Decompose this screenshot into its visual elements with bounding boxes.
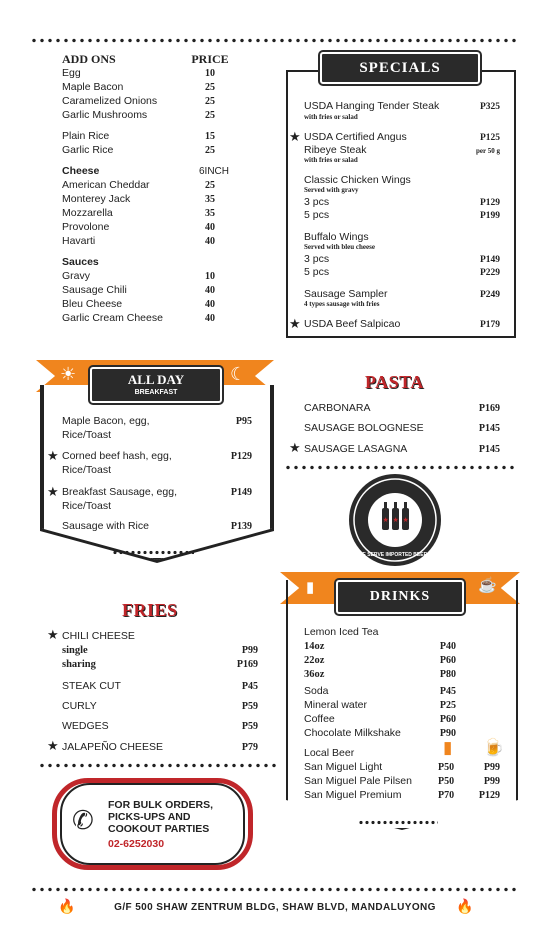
menu-item: Classic Chicken Wings xyxy=(304,174,411,186)
menu-item: CARBONARA P169 xyxy=(304,402,500,414)
menu-item: Sausage Sampler P249 xyxy=(304,288,500,300)
flame-right-icon: 🔥 xyxy=(456,898,474,914)
svg-text:★: ★ xyxy=(392,516,399,524)
addons-title: ADD ONS xyxy=(62,52,116,66)
dotted-ornament xyxy=(112,550,194,555)
menu-item: 22oz P60 xyxy=(304,655,456,666)
bulk-order-box xyxy=(60,783,245,865)
menu-item: CURLY P59 xyxy=(62,700,258,712)
menu-item: San Miguel Pale Pilsen P50 P99 xyxy=(304,775,500,787)
menu-item: Mozzarella 35 xyxy=(62,207,215,219)
phone-icon: ✆ xyxy=(72,805,94,835)
menu-item: Bleu Cheese 40 xyxy=(62,298,215,310)
menu-item: 3 pcs P149 xyxy=(304,253,500,265)
menu-item: Breakfast Sausage, egg, P149 xyxy=(62,486,252,498)
menu-item: Mineral water P25 xyxy=(304,699,456,711)
menu-item: Corned beef hash, egg, P129 xyxy=(62,450,252,462)
star-icon: ★ xyxy=(47,484,59,499)
bulk-line1: FOR BULK ORDERS, xyxy=(108,799,213,811)
star-icon: ★ xyxy=(47,738,59,753)
menu-item: sharing P169 xyxy=(62,659,258,670)
flame-left-icon: 🔥 xyxy=(58,898,76,914)
star-icon: ★ xyxy=(289,129,301,144)
menu-item: Rice/Toast xyxy=(62,464,112,476)
menu-item: 3 pcs P129 xyxy=(304,196,500,208)
coffee-icon: ☕ xyxy=(478,577,497,594)
bottom-divider xyxy=(30,887,520,892)
badge-text: WE SERVE IMPORTED BEERS! xyxy=(357,552,433,558)
imported-beers-badge xyxy=(349,474,441,566)
menu-item: 36oz P80 xyxy=(304,669,456,680)
drinks-title: DRINKS xyxy=(369,589,431,604)
menu-item: Buffalo Wings xyxy=(304,231,369,243)
bulk-line2: PICKS-UPS AND xyxy=(108,811,191,823)
item-note: Served with bleu cheese xyxy=(304,243,375,251)
menu-item: Gravy 10 xyxy=(62,270,215,282)
menu-item: Garlic Rice 25 xyxy=(62,144,215,156)
menu-item: SAUSAGE LASAGNA P145 xyxy=(304,443,500,455)
specials-banner xyxy=(320,52,480,84)
menu-item: Garlic Cream Cheese 40 xyxy=(62,312,215,324)
sun-icon: ☀ xyxy=(60,364,77,384)
beer-mug-icon: 🍺 xyxy=(483,738,505,757)
allday-subtitle: BREAKFAST xyxy=(134,389,178,396)
menu-item: Havarti 40 xyxy=(62,235,215,247)
price-header: PRICE xyxy=(191,52,229,66)
svg-text:★: ★ xyxy=(382,516,389,524)
addons-header xyxy=(62,53,242,66)
beer-bottle-icon: ▮ xyxy=(443,738,453,757)
fries-divider xyxy=(38,763,276,768)
menu-item: JALAPEÑO CHEESE P79 xyxy=(62,741,258,753)
menu-item: American Cheddar 25 xyxy=(62,179,215,191)
specials-title: SPECIALS xyxy=(359,60,441,76)
menu-item: Plain Rice 15 xyxy=(62,130,215,142)
menu-item: Monterey Jack 35 xyxy=(62,193,215,205)
pasta-title: PASTA xyxy=(365,372,424,392)
menu-item: USDA Beef Salpicao P179 xyxy=(304,318,500,330)
drinks-banner xyxy=(336,580,464,614)
item-note: with fries or salad xyxy=(304,156,358,164)
sauces-header: Sauces xyxy=(62,256,99,268)
pasta-divider xyxy=(284,465,518,470)
menu-item: 5 pcs P199 xyxy=(304,209,500,221)
menu-item: Sausage with Rice P139 xyxy=(62,520,252,532)
menu-item: Rice/Toast xyxy=(62,500,112,512)
bulk-phone: 02-6252030 xyxy=(108,838,165,850)
menu-item: USDA Certified Angus P125 xyxy=(304,131,500,143)
menu-item: Ribeye Steak per 50 g xyxy=(304,144,500,156)
menu-item: STEAK CUT P45 xyxy=(62,680,258,692)
menu-item: Chocolate Milkshake P90 xyxy=(304,727,456,739)
item-note: with fries or salad xyxy=(304,113,358,121)
menu-item: USDA Hanging Tender Steak P325 xyxy=(304,100,500,112)
menu-item: Lemon Iced Tea xyxy=(304,626,379,638)
cup-icon: ▮ xyxy=(306,579,315,596)
menu-item: Garlic Mushrooms 25 xyxy=(62,109,215,121)
item-note: 4 types sausage with fries xyxy=(304,300,380,308)
menu-item: Rice/Toast xyxy=(62,429,112,441)
menu-item: Egg 10 xyxy=(62,67,215,79)
item-note: Served with gravy xyxy=(304,186,359,194)
allday-title: ALL DAY xyxy=(127,372,185,387)
star-icon: ★ xyxy=(289,440,301,455)
menu-item: Soda P45 xyxy=(304,685,456,697)
menu-item: Maple Bacon 25 xyxy=(62,81,215,93)
menu-item: single P99 xyxy=(62,645,258,656)
menu-item: San Miguel Premium P70 P129 xyxy=(304,789,500,801)
fries-title: FRIES xyxy=(122,600,178,620)
menu-item: Caramelized Onions 25 xyxy=(62,95,215,107)
beer-header: Local Beer xyxy=(304,747,355,759)
top-divider xyxy=(30,38,520,43)
menu-item: 5 pcs P229 xyxy=(304,266,500,278)
allday-banner xyxy=(90,367,222,403)
footer-address: G/F 500 SHAW ZENTRUM BLDG, SHAW BLVD, MANDALUYONG xyxy=(114,902,436,913)
menu-item: Sausage Chili 40 xyxy=(62,284,215,296)
svg-text:★: ★ xyxy=(402,516,409,524)
menu-item: CHILI CHEESE xyxy=(62,630,135,642)
bulk-line3: COOKOUT PARTIES xyxy=(108,823,210,835)
menu-item: 14oz P40 xyxy=(304,641,456,652)
cheese-header: Cheese 6INCH xyxy=(62,165,229,177)
star-icon: ★ xyxy=(47,627,59,642)
menu-item: Coffee P60 xyxy=(304,713,456,725)
dotted-ornament xyxy=(358,820,438,825)
menu-item: WEDGES P59 xyxy=(62,720,258,732)
menu-item: Maple Bacon, egg, P95 xyxy=(62,415,252,427)
moon-icon: ☾ xyxy=(230,364,247,384)
menu-item: Provolone 40 xyxy=(62,221,215,233)
star-icon: ★ xyxy=(289,316,301,331)
menu-item: SAUSAGE BOLOGNESE P145 xyxy=(304,422,500,434)
menu-item: San Miguel Light P50 P99 xyxy=(304,761,500,773)
star-icon: ★ xyxy=(47,448,59,463)
